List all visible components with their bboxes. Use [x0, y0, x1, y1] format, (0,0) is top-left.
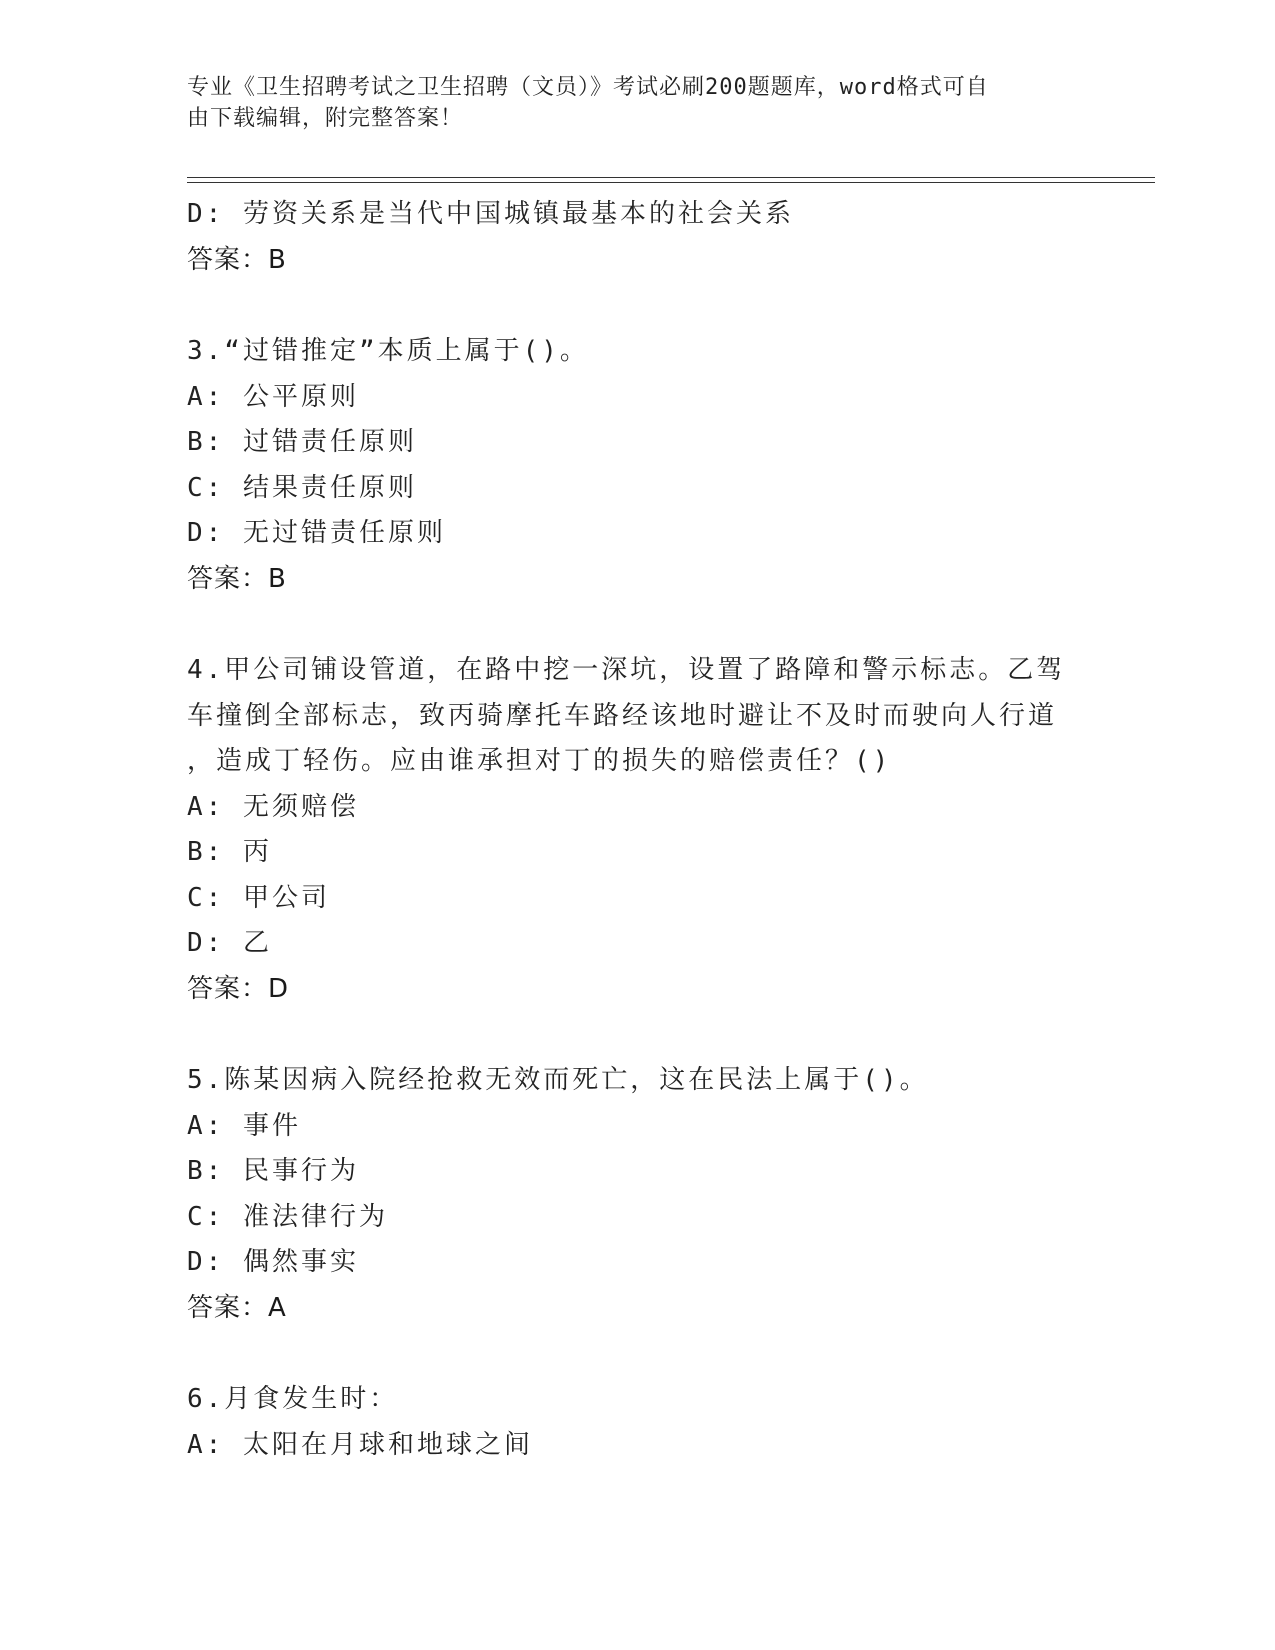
- option-b: B: 丙: [187, 837, 272, 867]
- answer-line: 答案：A: [187, 1292, 287, 1323]
- answer-line: 答案：B: [187, 563, 287, 594]
- option-b: B: 过错责任原则: [187, 427, 417, 457]
- header-divider-bottom: [187, 182, 1155, 183]
- question-2: [187, 192, 1067, 283]
- question-text: 3.“过错推定”本质上属于()。: [187, 336, 589, 366]
- option-d: D: 劳资关系是当代中国城镇最基本的社会关系: [187, 199, 794, 229]
- document-header: [187, 72, 1067, 134]
- header-line-1: 专业《卫生招聘考试之卫生招聘（文员）》考试必刷200题题库，word格式可自: [187, 75, 989, 100]
- header-line-2: 由下载编辑，附完整答案！: [187, 106, 464, 131]
- option-d: D: 无过错责任原则: [187, 518, 446, 548]
- answer-line: 答案：B: [187, 244, 287, 275]
- option-a: A: 太阳在月球和地球之间: [187, 1429, 533, 1460]
- option-c: C: 甲公司: [187, 882, 330, 913]
- question-5: [187, 1058, 1067, 1331]
- question-text: 5.陈某因病入院经抢救无效而死亡，这在民法上属于()。: [187, 1065, 929, 1095]
- answer-line: 答案：D: [187, 973, 290, 1004]
- question-text-line-1: 4.甲公司铺设管道，在路中挖一深坑，设置了路障和警示标志。乙驾: [187, 655, 1066, 685]
- question-3: [187, 329, 1067, 602]
- question-6: [187, 1377, 1067, 1468]
- option-c: C: 结果责任原则: [187, 472, 417, 503]
- question-text-line-2: 车撞倒全部标志，致丙骑摩托车路经该地时避让不及时而驶向人行道: [187, 700, 1058, 731]
- question-list: [187, 192, 1067, 1468]
- header-divider-top: [187, 177, 1155, 178]
- option-c: C: 准法律行为: [187, 1201, 388, 1232]
- question-text: 6.月食发生时：: [187, 1384, 399, 1414]
- option-d: D: 偶然事实: [187, 1247, 359, 1277]
- question-4: [187, 648, 1067, 1012]
- option-a: A: 无须赔偿: [187, 791, 359, 822]
- option-a: A: 事件: [187, 1110, 301, 1141]
- option-a: A: 公平原则: [187, 381, 359, 412]
- option-d: D: 乙: [187, 928, 272, 958]
- option-b: B: 民事行为: [187, 1156, 359, 1186]
- question-text-line-3: ，造成丁轻伤。应由谁承担对丁的损失的赔偿责任？(): [187, 746, 892, 776]
